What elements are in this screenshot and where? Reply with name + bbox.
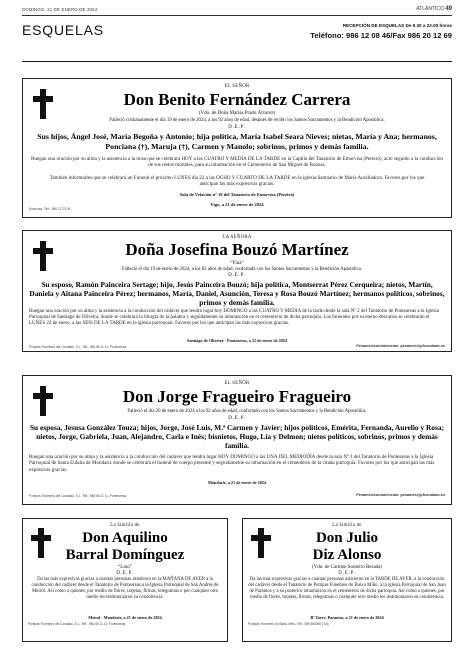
notice-place-date: Mondariz, a 21 de enero de 2024 (208, 480, 266, 485)
notice-dep: D.E.P. (116, 571, 134, 576)
notice-family: Sus hijos, Ángel José, María Begoña y Antonio; hija política, María Isabel Seara Nieves; nietas, María y Ana; hermanos, Ponciana (†), Maruja (†), Carmen y Manolo; sobrinos, primos y demás familia. (37, 132, 437, 151)
notice-name: Don Jorge Fragueiro Fragueiro (122, 387, 352, 406)
notice-service: Ruegan una oración por su alma y la asistencia a la conducción del cadáver que tendrá lugar hoy DOMINGO a las CUATRO Y MEDIA de la tarde desde la sala Nº 2 del Tanatorio de Ponteareas a la Iglesia Parroquial de Santiago de Oliveira, donde se celebrará la liturgia de la palabra y seguidamente su inhumación en el cementerio de dicha parroquia. Los funerales por su eterno descanso se celebrarán el LUNES 22 de enero, a las SEIS DE LA TARDE en la iglesia parroquial. Favores por los que anticipan las más expresivas gracias. (29, 309, 440, 327)
notice-family: Su esposa, Jesusa González Touza; hijos, Jorge, José Luis, M.ª Carmen y Javier; hijos políticos, Emérita, Fernanda, Aurelio y Rosa; nietos, Jorge, Gabriela, Juan, Alejandro, Carla e Inés; bisnietos, Hugo, Lía y Delmon; nietos políticos, sobrinos, primos y demás familia. (29, 423, 445, 451)
notice-death: Falleció el día 20 de enero de 2024 a los 92 años de edad, confortado con los Santos Sacramentos y la Bendición Apostólica. (127, 409, 367, 414)
notice-name-line-2: Barral Domínguez (65, 547, 185, 563)
notice-honorific: LA SEÑORA (222, 235, 252, 240)
funeral-home: Pompas Fúnebres del Condado, S.L. Telf.: 986 66 11 11. Ponteareas. (28, 622, 126, 626)
notice-place-date: Vigo, a 21 de enero de 2024 (210, 202, 264, 207)
condolence-email: Pésames/condolencias: pesames@pfcondado.es (356, 344, 445, 348)
header-date: DOMINGO, 21 DE ENERO DE 2024 (22, 7, 98, 12)
section-title: ESQUELAS (22, 22, 104, 38)
notice-name-line-2: Diz Alonso (312, 547, 382, 563)
notice-subtitle: (Vdo. de Doña Marisa Prado Álvarez) (198, 111, 276, 116)
notice-dep: D.E.P. (228, 125, 246, 130)
header-paper (416, 6, 452, 12)
page-header (22, 4, 452, 16)
notice-death: Falleció el día 19 de enero de 2024, a los 82 años de edad, confortada con los Santos Sacramentos y la Bendición Apostólica. (121, 267, 363, 272)
funeral-home: Emorvisa. Telf.: 986 27 23 05 (29, 207, 71, 211)
notice-service: Da las más expresivas gracias a cuantas personas asistieron en la TARDE DE AYER, a la conducción del cadáver desde el Tanatorio de Pompas Fúnebres do Baixo Miño, a la iglesia Parroquial de San Juan de Paramos y a su posterior inhumación en el cementerio de dicha parroquia. Así como a quienes, por medio de flores, tarjetas, firmas, telegramas o cualquier otro medio les testimoniaron su condolencia. (248, 577, 446, 600)
funeral-home: Pompas Fúnebres del Condado, S.L. Telf.: 986 66 11 11. Ponteareas. (29, 494, 127, 498)
gratitude-notice-2 (242, 518, 452, 642)
notice-dep: D.E.P. (228, 416, 246, 421)
obituary-notice-3 (22, 375, 452, 505)
notice-wake-room: Sala de Velación nº 10 del Tanatorio de Emorvisa (Pereiró) (179, 192, 295, 197)
notice-name-line-1: Don Julio (315, 530, 379, 546)
notice-place-date: Bº Torre, Paramos, a 21 de enero de 2024 (310, 615, 384, 620)
obituary-notice-2 (22, 230, 452, 352)
notice-place-date: Meirol - Mondariz, a 21 de enero de 2024 (88, 615, 162, 620)
notice-dep: D.E.P. (228, 273, 246, 278)
condolence-email: Pésames/condolencias: pesames@pfcondado.es (356, 493, 445, 497)
section-divider (22, 61, 452, 62)
notice-place-date: Santiago de Oliveira - Ponteareas, a 21 de enero de 2024 (187, 338, 287, 343)
notice-subtitle: “Fina” (230, 261, 244, 266)
notice-death: Falleció cristianamente el día 19 de enero de 2024, a los 92 años de edad, después de recibir los Santos Sacramentos y la Bendición Apostólica. (109, 118, 385, 123)
notice-family: Su esposo, Ramón Painceira Sertage; hijo, Jesús Painceira Bouzó; hija política, Montserrat Pérez Cerqueira; nietos, Martín, Daniela y Aitana Painceira Pérez; hermanos, María, Daniel, Asunción, Teresa y Rosa Bouzó Martínez; hermanos políticos, sobrinos, primos y demás familia. (29, 280, 445, 308)
notice-subtitle: “Lino” (118, 565, 132, 570)
notice-subtitle: (Vdo. de Carmen Souteiro Besada) (311, 565, 383, 570)
notice-honorific: La familia de (110, 523, 140, 528)
funeral-home: Pompas Fúnebres del Condado, S.L. Telf.: 986 66 11 11. Ponteareas. (29, 345, 127, 349)
funeral-home: Pompas Fúnebres do Baixo Miño. Telf.: 986 606060 (Tui) (248, 622, 329, 626)
notice-service: Ruegan una oración por su alma y la asistencia a la conducción del cadáver que tendrá lugar HOY DOMINGO a las UNA DEL MEDIODÍA desde la sala Nº 3 del Tanatorio de Ponteareas a la Iglesia Parroquial de Santa Eulalia de Mondariz donde se celebrará el funeral de cuerpo presente y seguidamente su inhumación en el cementerio de la citada parroquia. Favores por los que anticipan las más expresivas gracias. (29, 454, 435, 473)
page-number: 49 (445, 6, 452, 12)
notice-service: Da las más expresivas gracias a cuantas personas asistieron en la MAÑANA DE AYER a la conducción del cadáver desde el Tanatorio de Ponteareas a la Iglesia Parroquial de San Andrés de Meirol. Así como a quienes, por medio de flores, tarjetas, firmas, telegramas o por cualquier otro medio les testimoniaron su condolencia. (31, 577, 219, 600)
notice-name: Doña Josefina Bouzó Martínez (125, 240, 349, 259)
notice-name-line-1: Don Aquilino (82, 530, 168, 546)
notice-dep: D.E.P. (338, 571, 356, 576)
notice-honorific: EL SEÑOR (224, 84, 250, 89)
notice-honorific: EL SEÑOR (224, 381, 250, 386)
newspaper-name: ATLÁNTICO (416, 6, 444, 12)
notice-honorific: La familia de (332, 523, 362, 528)
reception-hours: RECEPCIÓN DE ESQUELAS De 9.30 a 22.00 horas (342, 23, 452, 28)
notice-service: Ruegan una oración por su alma y la asistencia a la misa que se celebrará HOY a las CUATRO Y MEDIA DE LA TARDE en la Capilla del Tanatorio de Emorvisa (Pereiró), acto seguido a la conducción de sus restos mortales, para su inhumación en el Cementerio de San Miguel de Bouzas. (31, 156, 443, 169)
gratitude-notice-1 (22, 518, 228, 642)
reception-info (310, 23, 452, 40)
notice-name: Don Benito Fernández Carrera (123, 90, 351, 109)
notice-service-2: También informarles que se celebrará un Funeral el próximo LUNES día 22 a las OCHO Y CUARTO DE LA TARDE en la iglesia Santuario de María Auxiliadora. Favores por los que anticipan las más expresivas gracias. (49, 175, 425, 188)
reception-phones: Teléfono: 986 12 08 46/Fax 986 20 12 69 (310, 31, 452, 40)
obituary-notice-1 (22, 78, 452, 218)
